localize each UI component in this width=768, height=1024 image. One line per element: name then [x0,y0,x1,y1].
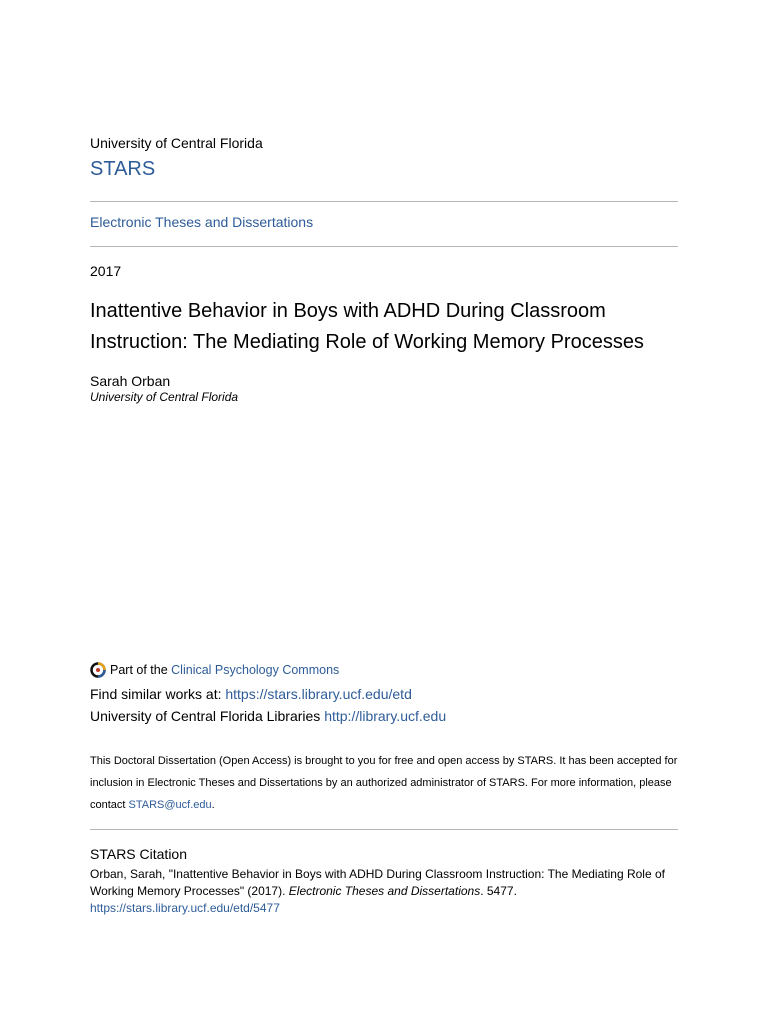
divider [90,246,678,247]
open-access-notice [90,750,678,816]
commons-logo-icon [90,662,106,678]
divider [90,829,678,830]
author-affiliation: University of Central Florida [90,390,239,404]
publication-year: 2017 [90,263,122,279]
citation-text [90,866,678,917]
notice-text: This Doctoral Dissertation (Open Access) is brought to you for free and open access by STARS. It has been accepted for inclusion in Electronic Theses and Dissertations by an authorized administrator of STARS. For more information, please contact [90,755,678,811]
contact-email-link[interactable]: STARS@ucf.edu [128,799,212,811]
divider [90,201,678,202]
libraries-prefix: University of Central Florida Libraries [90,708,325,724]
citation-body: Orban, Sarah, "Inattentive Behavior in Boys with ADHD During Classroom Instruction: The Mediating Role of Working Memory Processes" (2017). [90,867,665,898]
part-of-line [90,662,678,678]
series-link[interactable]: Electronic Theses and Dissertations [90,214,314,230]
citation-journal: Electronic Theses and Dissertations [288,884,481,898]
similar-prefix: Find similar works at: [90,686,226,702]
institution-name: University of Central Florida [90,135,263,151]
part-of-prefix: Part of the [110,663,172,677]
citation-url-link[interactable]: https://stars.library.ucf.edu/etd/5477 [90,901,280,915]
author-name: Sarah Orban [90,373,171,389]
clinical-psychology-commons-link[interactable]: Clinical Psychology Commons [171,663,340,677]
citation-heading: STARS Citation [90,846,187,862]
citation-number: . 5477. [480,884,517,898]
notice-end: . [211,799,215,811]
document-title: Inattentive Behavior in Boys with ADHD During Classroom Instruction: The Mediating Role of Working Memory Processes [90,300,644,353]
libraries-line [90,708,678,724]
repository-link[interactable]: STARS [90,158,156,180]
libraries-link[interactable]: http://library.ucf.edu [324,708,447,724]
similar-works-link[interactable]: https://stars.library.ucf.edu/etd [225,686,412,702]
similar-works-line [90,686,678,702]
